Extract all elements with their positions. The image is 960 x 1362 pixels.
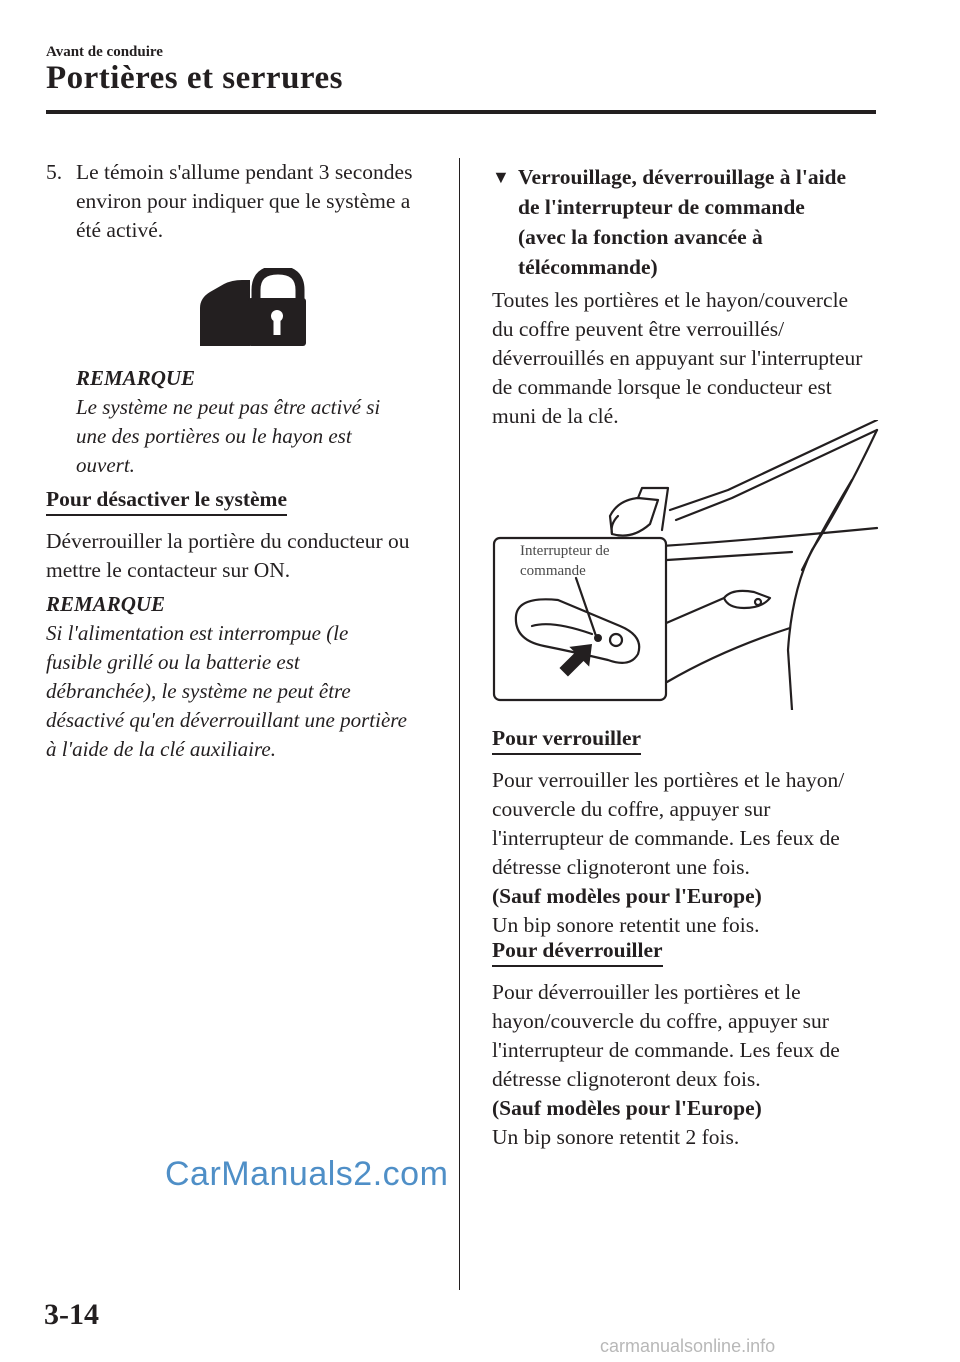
figure-label-line: commande	[520, 563, 586, 579]
heading-line: de l'interrupteur de commande	[518, 195, 805, 219]
note-line: désactivé qu'en déverrouillant une portière	[46, 708, 407, 732]
body-line: l'interrupteur de commande. Les feux de	[492, 1038, 840, 1062]
note-line: débranchée), le système ne peut être	[46, 679, 351, 703]
body-line: muni de la clé.	[492, 404, 619, 428]
triangle-marker-icon: ▼	[492, 167, 510, 187]
body-line: Déverrouiller la portière du conducteur ou	[46, 529, 410, 553]
body-line: Un bip sonore retentit 2 fois.	[492, 1125, 740, 1149]
note-line: Si l'alimentation est interrompue (le	[46, 621, 349, 645]
page-number: 3-14	[44, 1298, 99, 1331]
figure-label	[520, 541, 660, 581]
step-line: environ pour indiquer que le système a	[76, 189, 411, 213]
feature-intro	[492, 286, 884, 431]
body-line: mettre le contacteur sur ON.	[46, 558, 291, 582]
heading-line: (avec la fonction avancée à	[518, 225, 763, 249]
watermark: CarManuals2.com	[165, 1155, 449, 1193]
column-divider	[459, 158, 460, 1290]
body-line: détresse clignoteront une fois.	[492, 855, 750, 879]
body-line: détresse clignoteront deux fois.	[492, 1067, 761, 1091]
note-line: Le système ne peut pas être activé si	[76, 395, 381, 419]
note-line: fusible grillé ou la batterie est	[46, 650, 300, 674]
figure-label-line: Interrupteur de	[520, 543, 610, 559]
bold-line: (Sauf modèles pour l'Europe)	[492, 1096, 762, 1120]
note-1	[76, 364, 446, 480]
note-line: une des portières ou le hayon est	[76, 424, 352, 448]
step-text	[46, 158, 446, 245]
step-5	[46, 158, 446, 245]
body-line: Pour déverrouiller les portières et le	[492, 980, 801, 1004]
lock-text	[492, 766, 884, 940]
deactivate-heading: Pour désactiver le système	[46, 486, 287, 516]
body-line: l'interrupteur de commande. Les feux de	[492, 826, 840, 850]
title-rule	[46, 110, 876, 114]
body-line: de commande lorsque le conducteur est	[492, 375, 832, 399]
note-line: ouvert.	[76, 453, 135, 477]
page-title: Portières et serrures	[46, 60, 343, 96]
lock-heading-wrap	[492, 725, 641, 755]
note-line: à l'aide de la clé auxiliaire.	[46, 737, 276, 761]
section-kicker: Avant de conduire	[46, 44, 163, 60]
unlock-text	[492, 978, 884, 1152]
footer-url: carmanualsonline.info	[600, 1336, 776, 1356]
body-line: du coffre peuvent être verrouillés/	[492, 317, 785, 341]
feature-heading	[492, 162, 882, 282]
body-line: Toutes les portières et le hayon/couvercle	[492, 288, 849, 312]
body-line: couvercle du coffre, appuyer sur	[492, 797, 771, 821]
step-line: été activé.	[76, 218, 164, 242]
bold-line: (Sauf modèles pour l'Europe)	[492, 884, 762, 908]
deactivate-heading-wrap	[46, 486, 287, 516]
step-line: Le témoin s'allume pendant 3 secondes	[76, 160, 413, 184]
body-line: hayon/couvercle du coffre, appuyer sur	[492, 1009, 829, 1033]
body-line: Pour verrouiller les portières et le hayon/	[492, 768, 845, 792]
unlock-heading-wrap	[492, 937, 663, 967]
body-line: déverrouillés en appuyant sur l'interrupteur	[492, 346, 863, 370]
lock-heading: Pour verrouiller	[492, 725, 641, 755]
note-title: REMARQUE	[46, 592, 166, 616]
car-lock-indicator-svg	[198, 268, 308, 348]
car-lock-indicator-icon	[198, 268, 308, 353]
heading-line: télécommande)	[518, 255, 658, 279]
heading-line: Verrouillage, déverrouillage à l'aide	[518, 165, 847, 189]
deactivate-text	[46, 527, 446, 585]
note-title: REMARQUE	[76, 366, 196, 390]
body-line: Un bip sonore retentit une fois.	[492, 913, 760, 937]
unlock-heading: Pour déverrouiller	[492, 937, 663, 967]
step-number: 5.	[46, 160, 63, 184]
note-2	[46, 590, 446, 764]
